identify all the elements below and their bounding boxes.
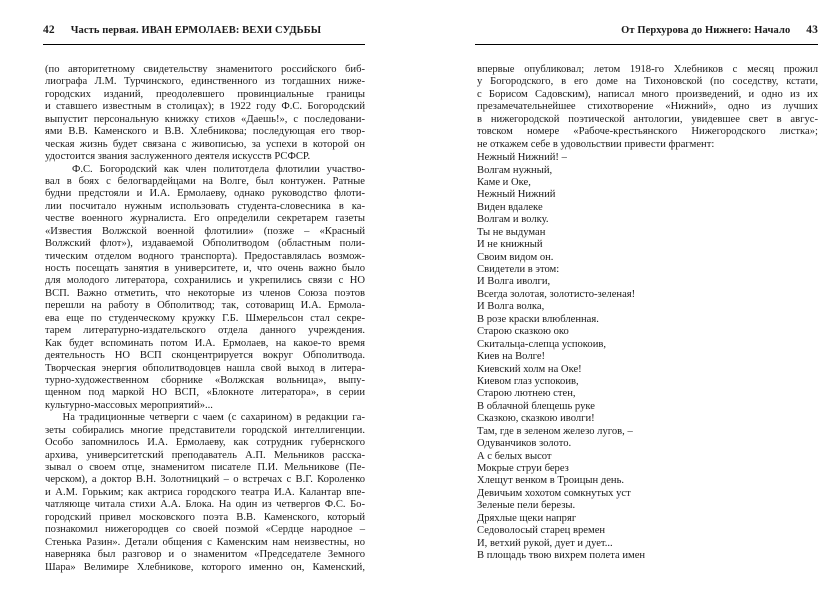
poem-line: В облачной блещешь руке	[477, 400, 595, 412]
text-line: ева еще по студенческому кружку Г.Б. Шмерельсон стал секре-	[45, 312, 365, 324]
text-line: честве военного журналиста. Его определили секретарем газеты	[45, 213, 365, 225]
text-line: Творческая энергия обполитводовцев нашла свой выход в литера-	[45, 362, 365, 374]
text-line: архива, университетский преподаватель А.П. Мельников расска-	[45, 449, 365, 461]
poem-line: Ты не выдуман	[477, 226, 546, 238]
poem-line: Всегда золотая, золотисто-зеленая!	[477, 288, 636, 300]
text-line: выпустит персональную книжку стихов «Даешь!», с последовани-	[45, 113, 365, 125]
text-line: Стенька Разин». Детали общения с Каменским нам неизвестны, но	[45, 536, 365, 548]
poem-line: И не книжный	[477, 239, 543, 251]
poem-line: Мокрые струи берез	[477, 463, 569, 474]
poem-line: Виден вдалеке	[477, 201, 543, 213]
text-line: в нижегородской поэтической антологии, увидевшее свет в авгус-	[477, 113, 818, 125]
text-line: ями В.В. Каменского и В.В. Хлебникова; последующая его твор-	[45, 126, 365, 138]
text-line: городский привел московского поэта В.В. Каменского, который	[45, 511, 365, 523]
poem-line: Нежный Нижний! –	[477, 152, 567, 164]
text-line: черском), а доктор В.Н. Золотницкий – о встречах с В.Г. Короленко	[45, 474, 365, 486]
body-text-right	[477, 64, 818, 563]
poem-line: И, ветхий рукой, дует и дует...	[477, 537, 613, 549]
text-line: познакомил нижегородцев со своей поэмой «Сердце народное –	[45, 524, 365, 536]
text-line: турно-художественном сборнике «Волжская вольница», выпу-	[45, 374, 365, 386]
text-line: и А.М. Горьким; как актриса городского театра И.А. Калантар впе-	[45, 486, 365, 498]
text-line: тическим отделом водного транспорта). Предоставлялась возмож-	[45, 250, 365, 262]
text-line: и ставшего известным в столицах); в 1922 году Ф.С. Богородский	[45, 101, 365, 113]
text-line: Ф.С. Богородский как член политотдела флотилии участво-	[45, 163, 365, 175]
poem-line: Своим видом он.	[477, 251, 554, 263]
text-line: зывал о своем отце, знаменитом писателе П.И. Мельникове (Пе-	[45, 462, 365, 473]
text-line: городских изданий, преодолевшего провинциальные границы	[45, 88, 365, 100]
text-line: лии посчитало нужным использовать студента-словесника в ка-	[45, 200, 365, 212]
text-line: перешли на работу в Обполитвод; так, сотоварищ И.А. Ермола-	[45, 300, 365, 312]
text-line: «Известия Волжской военной флотилии» (позже – «Красный	[45, 225, 365, 237]
poem-line: Каме и Оке,	[477, 176, 531, 188]
text-line: культурно-массовых мероприятий»...	[45, 399, 213, 411]
text-line: вал в боях с белогвардейцами на Волге, был контужен. Ратные	[45, 175, 365, 187]
poem-line: Там, где в зеленом железо лугов, –	[477, 425, 633, 437]
poem-line: И Волга волка,	[477, 301, 545, 313]
poem-line: Волгам и волку.	[477, 214, 549, 226]
text-line: Шара» Велимире Хлебникове, которого именно он, Каменский,	[45, 561, 365, 573]
poem-line: Девичьим хохотом сомкнутых уст	[477, 487, 631, 499]
text-line: Как будет вспоминать потом И.А. Ермолаев, на какое-то время	[45, 337, 365, 349]
poem-line: Старою сказкою око	[477, 326, 569, 338]
poem-line: Свидетели в этом:	[477, 264, 560, 275]
text-line: (по авторитетному свидетельству знаменитого российского биб-	[45, 64, 365, 75]
poem-line: Киевский холм на Оке!	[477, 363, 582, 375]
poem-line: Волгам нужный,	[477, 164, 553, 176]
text-line: Волжский флот»), издаваемой Обполитводом (областным поли-	[45, 238, 365, 250]
text-line: Особо запомнилось И.А. Ермолаеву, как сотрудник губернского	[45, 437, 365, 449]
page-number-left: 42	[43, 24, 55, 36]
text-line: щенном под маркой НО ВСП, «Блокноте литератора», в серии	[45, 387, 365, 399]
poem-line: В площадь твою вихрем полета имен	[477, 550, 646, 562]
text-line: тарем литературно-издательского отдела данного учреждения.	[45, 325, 365, 337]
text-line: товском номере «Рабоче-крестьянского Нижегородского листка»;	[477, 126, 818, 138]
page-number-right: 43	[806, 24, 818, 36]
running-header-right	[475, 24, 818, 42]
poem-line: Нежный Нижний	[477, 189, 556, 201]
text-line: удостоится звания заслуженного деятеля искусств РСФСР.	[45, 151, 311, 163]
text-line: для молодого литератора, сохранились и укрепились связи с НО	[45, 275, 365, 287]
text-line: наверняка был разговор и о знаменитом «Председателе Земного	[45, 549, 365, 561]
poem-line: Седоволосый старец времен	[477, 525, 606, 537]
text-line: презамечательнейшее стихотворение «Нижний», одно из лучших	[477, 101, 818, 113]
running-head-title-left: Часть первая. ИВАН ЕРМОЛАЕВ: ВЕХИ СУДЬБЫ	[70, 25, 322, 36]
text-line: ческая жизнь будет связана с живописью, за успехи в которой он	[45, 138, 365, 150]
body-text-left	[45, 64, 365, 574]
text-line: будни предстояли и И.А. Ермолаеву, однако руководство флоти-	[45, 188, 365, 200]
left-page	[0, 0, 419, 595]
poem-line: Хлещут венком в Троицын день.	[477, 475, 625, 487]
text-line: ность посещать занятия в университете, и, что очень важно было	[45, 263, 365, 274]
text-line: ВСП. Важно отметить, что некоторые из членов Союза поэтов	[45, 287, 365, 299]
text-line: с Борисом Садовским), написал много произведений, и одно из их	[477, 88, 818, 100]
text-line: у Богородского, в его доме на Тихоновской (по соседству, кстати,	[477, 76, 818, 88]
text-line: не откажем себе в удовольствии привести фрагмент:	[477, 138, 715, 150]
header-rule-left	[43, 44, 365, 45]
poem-line: Одуванчиков золото.	[477, 438, 572, 450]
header-rule-right	[475, 44, 818, 45]
right-page	[420, 0, 839, 595]
poem-line: Сказкою, сказкою иволги!	[477, 413, 595, 425]
text-line: зеты собирались многие представители городской интеллигенции.	[45, 424, 365, 436]
running-head-title-right: От Перхурова до Нижнего: Начало	[621, 25, 791, 36]
running-header-left	[43, 24, 365, 42]
text-line: На традиционные четверги с чаем (с сахарином) в редакции га-	[45, 412, 365, 424]
poem-line: Старою лютнею стен,	[477, 388, 576, 400]
text-line: деятельность НО ВСП сконцентрируется вокруг Обполитвода.	[45, 350, 365, 362]
poem-line: И Волга иволги,	[477, 276, 551, 288]
text-line: лиографа Л.М. Турчинского, единственного из тогдашних ниже-	[45, 76, 365, 88]
poem-line: В розе краски влюбленная.	[477, 313, 599, 325]
text-line: впервые опубликовал; летом 1918-го Хлебников с месяц прожил	[477, 64, 818, 75]
poem-fragment	[477, 152, 818, 562]
text-line: чатляюще читала стихи А.А. Блока. На один из четвергов Ф.С. Бо-	[45, 499, 365, 511]
poem-line: Скитальца-слепца успокоив,	[477, 338, 607, 350]
poem-line: Киевом глаз успокоив,	[477, 375, 579, 387]
poem-line: Дряхлые щеки напряг	[477, 512, 577, 524]
poem-line: Зеленые пели березы.	[477, 500, 576, 512]
prose-block	[477, 64, 818, 151]
poem-line: А с белых высот	[477, 450, 552, 462]
poem-line: Киев на Волге!	[477, 351, 546, 363]
